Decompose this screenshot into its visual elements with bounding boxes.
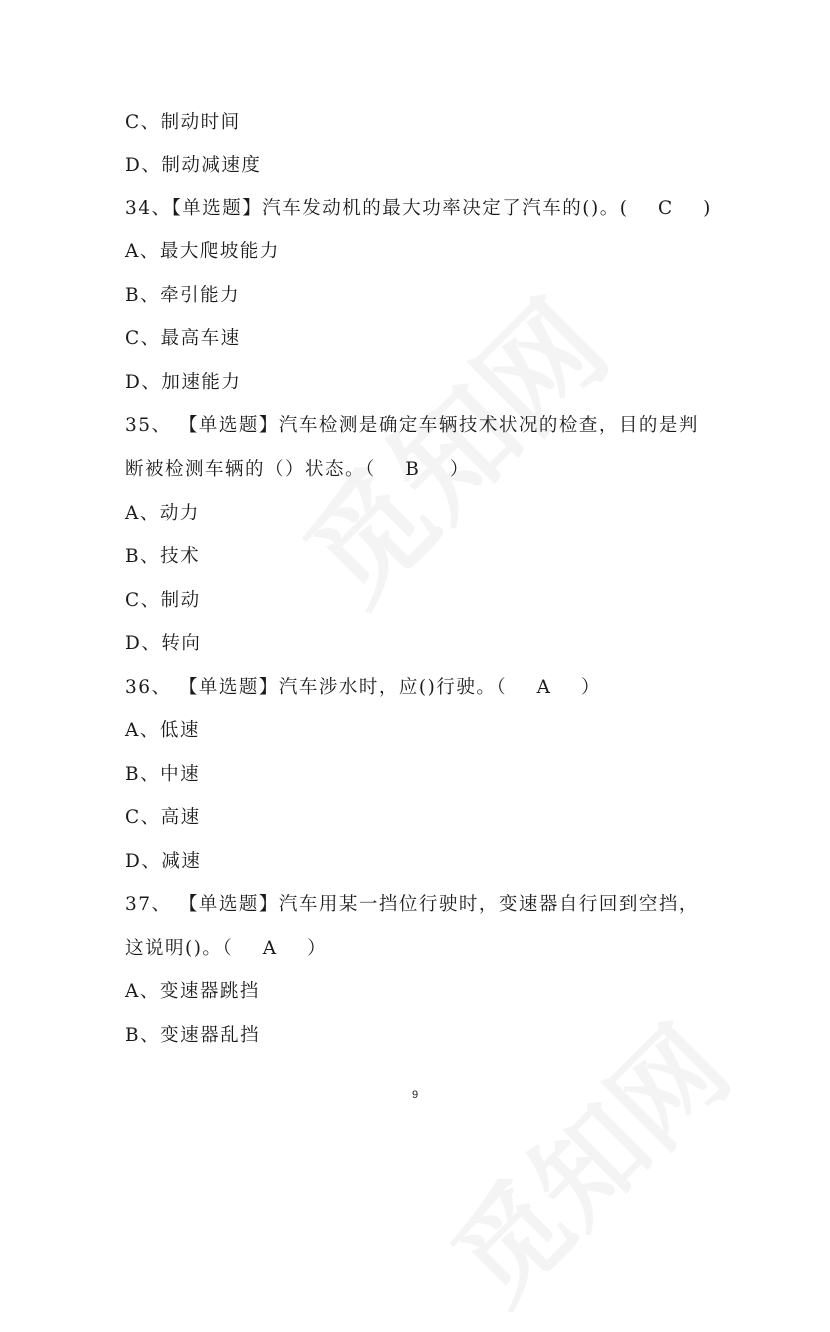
option-line: C、最高车速 [125,328,241,349]
option-line: D、制动减速度 [125,155,262,176]
question-36: 36、 【单选题】汽车涉水时，应()行驶。（ A ） [125,677,602,698]
option-line: B、牵引能力 [125,285,241,306]
question-37: 37、 【单选题】汽车用某一挡位行驶时，变速器自行回到空挡， [125,894,699,915]
option-line: A、低速 [125,720,200,741]
question-35: 35、 【单选题】汽车检测是确定车辆技术状况的检查，目的是判 [125,415,699,436]
option-line: B、技术 [125,546,201,567]
option-line: A、变速器跳挡 [125,981,260,1002]
option-line: C、高速 [125,807,201,828]
option-line: C、制动时间 [125,112,241,133]
option-line: A、最大爬坡能力 [125,241,280,262]
question-35-continued: 断被检测车辆的（）状态。（ B ） [125,459,470,480]
question-37-continued: 这说明()。（ A ） [125,938,328,959]
watermark [412,986,757,1331]
option-line: B、中速 [125,764,201,785]
option-line: D、加速能力 [125,372,242,393]
option-line: D、减速 [125,851,202,872]
option-line: D、转向 [125,633,202,654]
watermark [262,258,638,634]
question-34: 34、【单选题】汽车发动机的最大功率决定了汽车的()。( C ) [125,198,712,219]
option-line: B、变速器乱挡 [125,1025,261,1046]
option-line: A、动力 [125,503,200,524]
option-line: C、制动 [125,590,201,611]
page-number: 9 [411,1089,419,1101]
